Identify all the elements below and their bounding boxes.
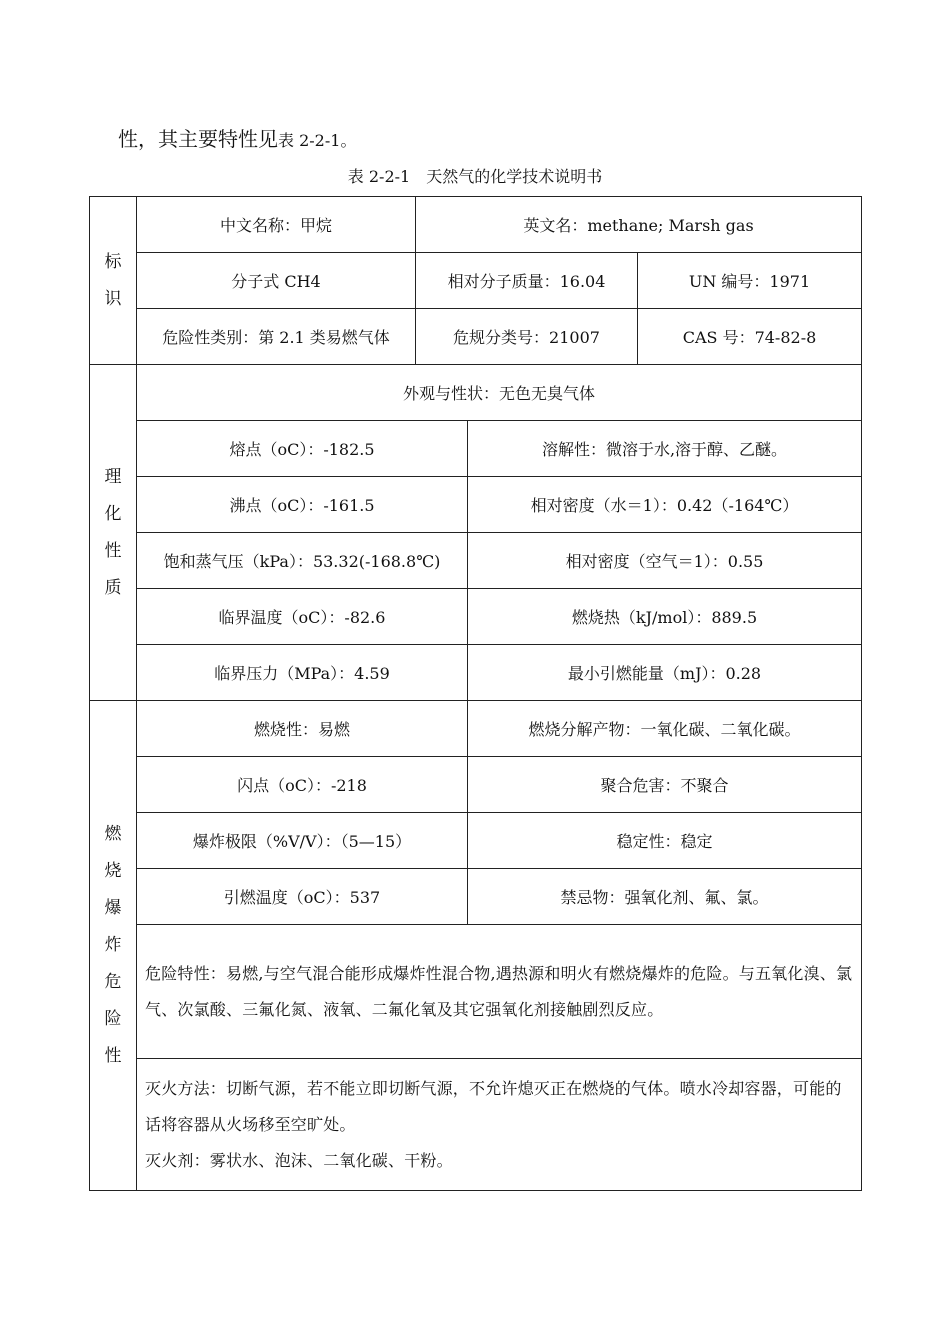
- table-row: [90, 477, 862, 533]
- cell-solubility: 溶解性：微溶于水,溶于醇、乙醚。: [468, 421, 862, 477]
- table-row: [90, 1059, 862, 1191]
- table-row: [90, 309, 862, 365]
- table-row: [90, 645, 862, 701]
- extinguish-method-text: 灭火方法：切断气源，若不能立即切断气源，不允许熄灭正在燃烧的气体。喷水冷却容器，可能的话将容器从火场移至空旷处。: [145, 1078, 842, 1134]
- cell-explosion-limits: 爆炸极限（%V/V）：（5—15）: [137, 813, 468, 869]
- table-row: [90, 197, 862, 253]
- cell-autoignition-temp: 引燃温度（oC）：537: [137, 869, 468, 925]
- cell-flammability: 燃烧性：易燃: [137, 701, 468, 757]
- cell-stability: 稳定性：稳定: [468, 813, 862, 869]
- cell-un-no: UN 编号：1971: [638, 253, 862, 309]
- table-row: [90, 253, 862, 309]
- cell-reg-no: 危规分类号：21007: [416, 309, 638, 365]
- cell-polymerization: 聚合危害：不聚合: [468, 757, 862, 813]
- intro-sentence: [118, 124, 356, 156]
- cell-critical-pressure: 临界压力（MPa）：4.59: [137, 645, 468, 701]
- cell-incompatibles: 禁忌物：强氧化剂、氟、氯。: [468, 869, 862, 925]
- cell-hazard-characteristics: 危险特性：易燃,与空气混合能形成爆炸性混合物,遇热源和明火有燃烧爆炸的危险。与五氧化溴、氯气、次氯酸、三氟化氮、液氧、二氟化氧及其它强氧化剂接触剧烈反应。: [137, 925, 862, 1059]
- cell-hazard-class: 危险性类别：第 2.1 类易燃气体: [137, 309, 416, 365]
- cell-appearance: 外观与性状：无色无臭气体: [137, 365, 862, 421]
- cell-density-water: 相对密度（水＝1）：0.42（-164℃）: [468, 477, 862, 533]
- table-row: [90, 925, 862, 1059]
- section-label-physchem: 理 化 性 质: [90, 365, 137, 701]
- table-row: [90, 701, 862, 757]
- table-row: [90, 813, 862, 869]
- cell-cas-no: CAS 号：74-82-8: [638, 309, 862, 365]
- cell-melting-point: 熔点（oC）：-182.5: [137, 421, 468, 477]
- cell-min-ignition-energy: 最小引燃能量（mJ）：0.28: [468, 645, 862, 701]
- table-row: [90, 589, 862, 645]
- cell-density-air: 相对密度（空气＝1）：0.55: [468, 533, 862, 589]
- cell-cn-name: 中文名称：甲烷: [137, 197, 416, 253]
- cell-formula: 分子式 CH4: [137, 253, 416, 309]
- cell-combustion-heat: 燃烧热（kJ/mol）：889.5: [468, 589, 862, 645]
- cell-mol-mass: 相对分子质量：16.04: [416, 253, 638, 309]
- table-caption: 表 2-2-1 天然气的化学技术说明书: [347, 167, 603, 186]
- chemical-spec-table: [89, 196, 862, 1191]
- table-row: [90, 869, 862, 925]
- intro-text: 性，其主要特性见: [118, 127, 278, 151]
- cell-boiling-point: 沸点（oC）：-161.5: [137, 477, 468, 533]
- cell-critical-temp: 临界温度（oC）：-82.6: [137, 589, 468, 645]
- cell-vapor-pressure: 饱和蒸气压（kPa）：53.32(-168.8℃): [137, 533, 468, 589]
- table-row: [90, 533, 862, 589]
- cell-flash-point: 闪点（oC）：-218: [137, 757, 468, 813]
- section-label-fire-hazard: 燃 烧 爆 炸 危 险 性: [90, 701, 137, 1191]
- cell-extinguishing: [137, 1059, 862, 1191]
- table-row: [90, 365, 862, 421]
- table-row: [90, 757, 862, 813]
- section-label-identity: 标 识: [90, 197, 137, 365]
- table-row: [90, 421, 862, 477]
- cell-en-name: 英文名：methane; Marsh gas: [416, 197, 862, 253]
- cell-decomposition-products: 燃烧分解产物：一氧化碳、二氧化碳。: [468, 701, 862, 757]
- extinguish-agent-text: 灭火剂：雾状水、泡沫、二氧化碳、干粉。: [145, 1150, 453, 1170]
- intro-table-ref: 表 2-2-1。: [278, 131, 357, 150]
